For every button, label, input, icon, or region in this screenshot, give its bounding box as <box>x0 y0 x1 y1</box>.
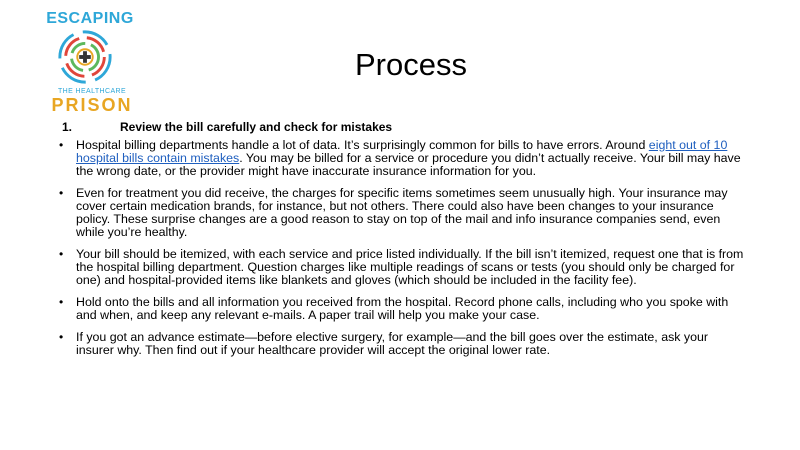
list-item <box>58 139 748 178</box>
list-item <box>58 331 748 357</box>
step-number: 1. <box>62 120 73 134</box>
logo-sub-text: THE HEALTHCARE <box>57 88 127 95</box>
list-item <box>58 248 748 287</box>
bullet-text: Even for treatment you did receive, the charges for specific items sometimes seem unusually high. Your insurance may cover certain medication brands, for instance, but not others. There could also have been changes to your insurance policy. These surprise changes are a good reason to stay on top of the mail and info insurance companies send, even while you’re healthy. <box>76 186 728 239</box>
hospital-bills-link[interactable]: eight out of 10 hospital bills contain mistakes <box>76 138 728 165</box>
bullet-text: Hold onto the bills and all information you received from the hospital. Record phone calls, including who you spoke with and when, and keep any relevant e-mails. A paper trail will help you make your case. <box>76 295 729 322</box>
bullet-icon: • <box>59 330 64 344</box>
bullet-text-post: . You may be billed for a service or procedure you didn’t actually receive. Your bill may have the wrong date, or the provider might have inaccurate insurance information for you. <box>76 151 741 178</box>
bullet-list <box>58 139 748 366</box>
bullet-icon: • <box>59 186 64 200</box>
healthcare-cross-icon <box>56 28 114 86</box>
step-label: Review the bill carefully and check for mistakes <box>120 120 393 134</box>
bullet-text: Your bill should be itemized, with each service and price listed individually. If the bill isn’t itemized, request one that is from the hospital billing department. Question charges like multiple readings of scans or tests (you should only be charged for one) and hospital-provided items like blankets and gloves (which should be included in the facility fee). <box>76 247 744 287</box>
logo <box>30 8 142 114</box>
slide-title: Process <box>355 47 467 82</box>
list-item <box>58 296 748 322</box>
bullet-icon: • <box>59 247 64 261</box>
bullet-icon: • <box>59 138 64 152</box>
bullet-text: If you got an advance estimate—before elective surgery, for example—and the bill goes over the estimate, ask your insurer why. Then find out if your healthcare provider will accept the original lower rate. <box>76 330 709 357</box>
step-heading <box>62 120 392 134</box>
logo-bottom-text: PRISON <box>51 95 133 115</box>
bullet-text-pre: Hospital billing departments handle a lot of data. It’s surprisingly common for bills to have errors. Around <box>76 138 649 152</box>
logo-top-text: ESCAPING <box>46 10 134 27</box>
bullet-icon: • <box>59 295 64 309</box>
list-item <box>58 187 748 239</box>
